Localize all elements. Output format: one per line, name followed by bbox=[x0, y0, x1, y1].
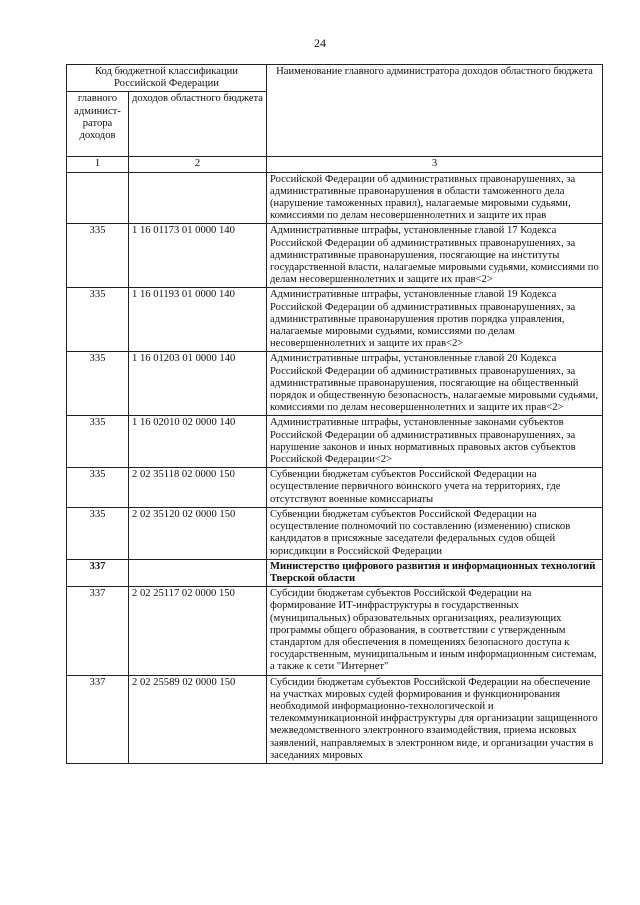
header-classification-group: Код бюджетной классификации Российской Федерации bbox=[67, 65, 267, 92]
table-row bbox=[67, 172, 603, 224]
name-cell: Министерство цифрового развития и информационных технологий Тверской области bbox=[267, 559, 603, 586]
budget-code-cell: 2 02 35118 02 0000 150 bbox=[129, 468, 267, 508]
table-row bbox=[67, 416, 603, 468]
table-row bbox=[67, 288, 603, 352]
admin-code-cell: 337 bbox=[67, 587, 129, 675]
header-number-1: 1 bbox=[67, 157, 129, 172]
budget-code-cell: 2 02 25589 02 0000 150 bbox=[129, 675, 267, 763]
budget-code-cell: 2 02 25117 02 0000 150 bbox=[129, 587, 267, 675]
table-row bbox=[67, 224, 603, 288]
admin-code-cell: 335 bbox=[67, 352, 129, 416]
admin-code-cell: 337 bbox=[67, 559, 129, 586]
name-cell: Российской Федерации об административных правонарушениях, за административные правонарушения в области таможенного дела (нарушение таможенных правил), налагаемые мировыми судьями, комиссиями по делам несовершеннолетних и защите их прав bbox=[267, 172, 603, 224]
budget-classification-table bbox=[66, 64, 603, 764]
admin-code-cell: 335 bbox=[67, 416, 129, 468]
page-number: 24 bbox=[314, 36, 326, 50]
header-income-column: доходов областного бюджета bbox=[129, 92, 267, 157]
name-cell: Субсидии бюджетам субъектов Российской Федерации на формирование ИТ-инфраструктуры в государственных (муниципальных) образовательных организациях, реализующих программы общего образования, в соответствии с утвержденным стандартом для обеспечения в помещениях безопасного доступа к государственным, муниципальным и иным информационным системам, а также к сети "Интернет" bbox=[267, 587, 603, 675]
name-cell: Административные штрафы, установленные законами субъектов Российской Федерации об административных правонарушениях, за нарушение законов и иных нормативных правовых актов субъектов Российской Федерации<2> bbox=[267, 416, 603, 468]
header-name-column: Наименование главного администратора доходов областного бюджета bbox=[267, 65, 603, 157]
name-cell: Субсидии бюджетам субъектов Российской Федерации на обеспечение на участках мировых судей формирования и функционирования необходимой информационно-технологической и телекоммуникационной инфраструктуры для организации защищенного межведомственного электронного взаимодействия, приема исковых заявлений, направляемых в электронном виде, и организации участия в заседаниях мировых bbox=[267, 675, 603, 763]
admin-code-cell: 335 bbox=[67, 224, 129, 288]
header-number-2: 2 bbox=[129, 157, 267, 172]
admin-code-cell bbox=[67, 172, 129, 224]
admin-code-cell: 335 bbox=[67, 468, 129, 508]
name-cell: Административные штрафы, установленные главой 17 Кодекса Российской Федерации об административных правонарушениях, за административные правонарушения, посягающие на институты государственной власти, налагаемые мировыми судьями, комиссиями по делам несовершеннолетних и защите их прав<2> bbox=[267, 224, 603, 288]
table-row bbox=[67, 587, 603, 675]
table-row bbox=[67, 507, 603, 559]
admin-code-cell: 337 bbox=[67, 675, 129, 763]
budget-code-cell bbox=[129, 559, 267, 586]
header-admin-column: главного админист-ратора доходов bbox=[67, 92, 129, 157]
budget-code-cell: 2 02 35120 02 0000 150 bbox=[129, 507, 267, 559]
table-row bbox=[67, 352, 603, 416]
budget-code-cell: 1 16 02010 02 0000 140 bbox=[129, 416, 267, 468]
table-row bbox=[67, 468, 603, 508]
name-cell: Административные штрафы, установленные главой 19 Кодекса Российской Федерации об административных правонарушениях, за административные правонарушения против порядка управления, налагаемые мировыми судьями, комиссиями по делам несовершеннолетних и защите их прав<2> bbox=[267, 288, 603, 352]
name-cell: Административные штрафы, установленные главой 20 Кодекса Российской Федерации об административных правонарушениях, за административные правонарушения, посягающие на общественный порядок и общественную безопасность, налагаемые мировыми судьями, комиссиями по делам несовершеннолетних и защите их прав<2> bbox=[267, 352, 603, 416]
budget-code-cell: 1 16 01193 01 0000 140 bbox=[129, 288, 267, 352]
budget-code-cell: 1 16 01203 01 0000 140 bbox=[129, 352, 267, 416]
table-row bbox=[67, 675, 603, 763]
admin-code-cell: 335 bbox=[67, 288, 129, 352]
admin-code-cell: 335 bbox=[67, 507, 129, 559]
budget-code-cell: 1 16 01173 01 0000 140 bbox=[129, 224, 267, 288]
budget-code-cell bbox=[129, 172, 267, 224]
header-number-3: 3 bbox=[267, 157, 603, 172]
name-cell: Субвенции бюджетам субъектов Российской Федерации на осуществление полномочий по составлению (изменению) списков кандидатов в присяжные заседатели федеральных судов общей юрисдикции в Российской Федерации bbox=[267, 507, 603, 559]
table-row bbox=[67, 559, 603, 586]
name-cell: Субвенции бюджетам субъектов Российской Федерации на осуществление первичного воинского учета на территориях, где отсутствуют военные комиссариаты bbox=[267, 468, 603, 508]
